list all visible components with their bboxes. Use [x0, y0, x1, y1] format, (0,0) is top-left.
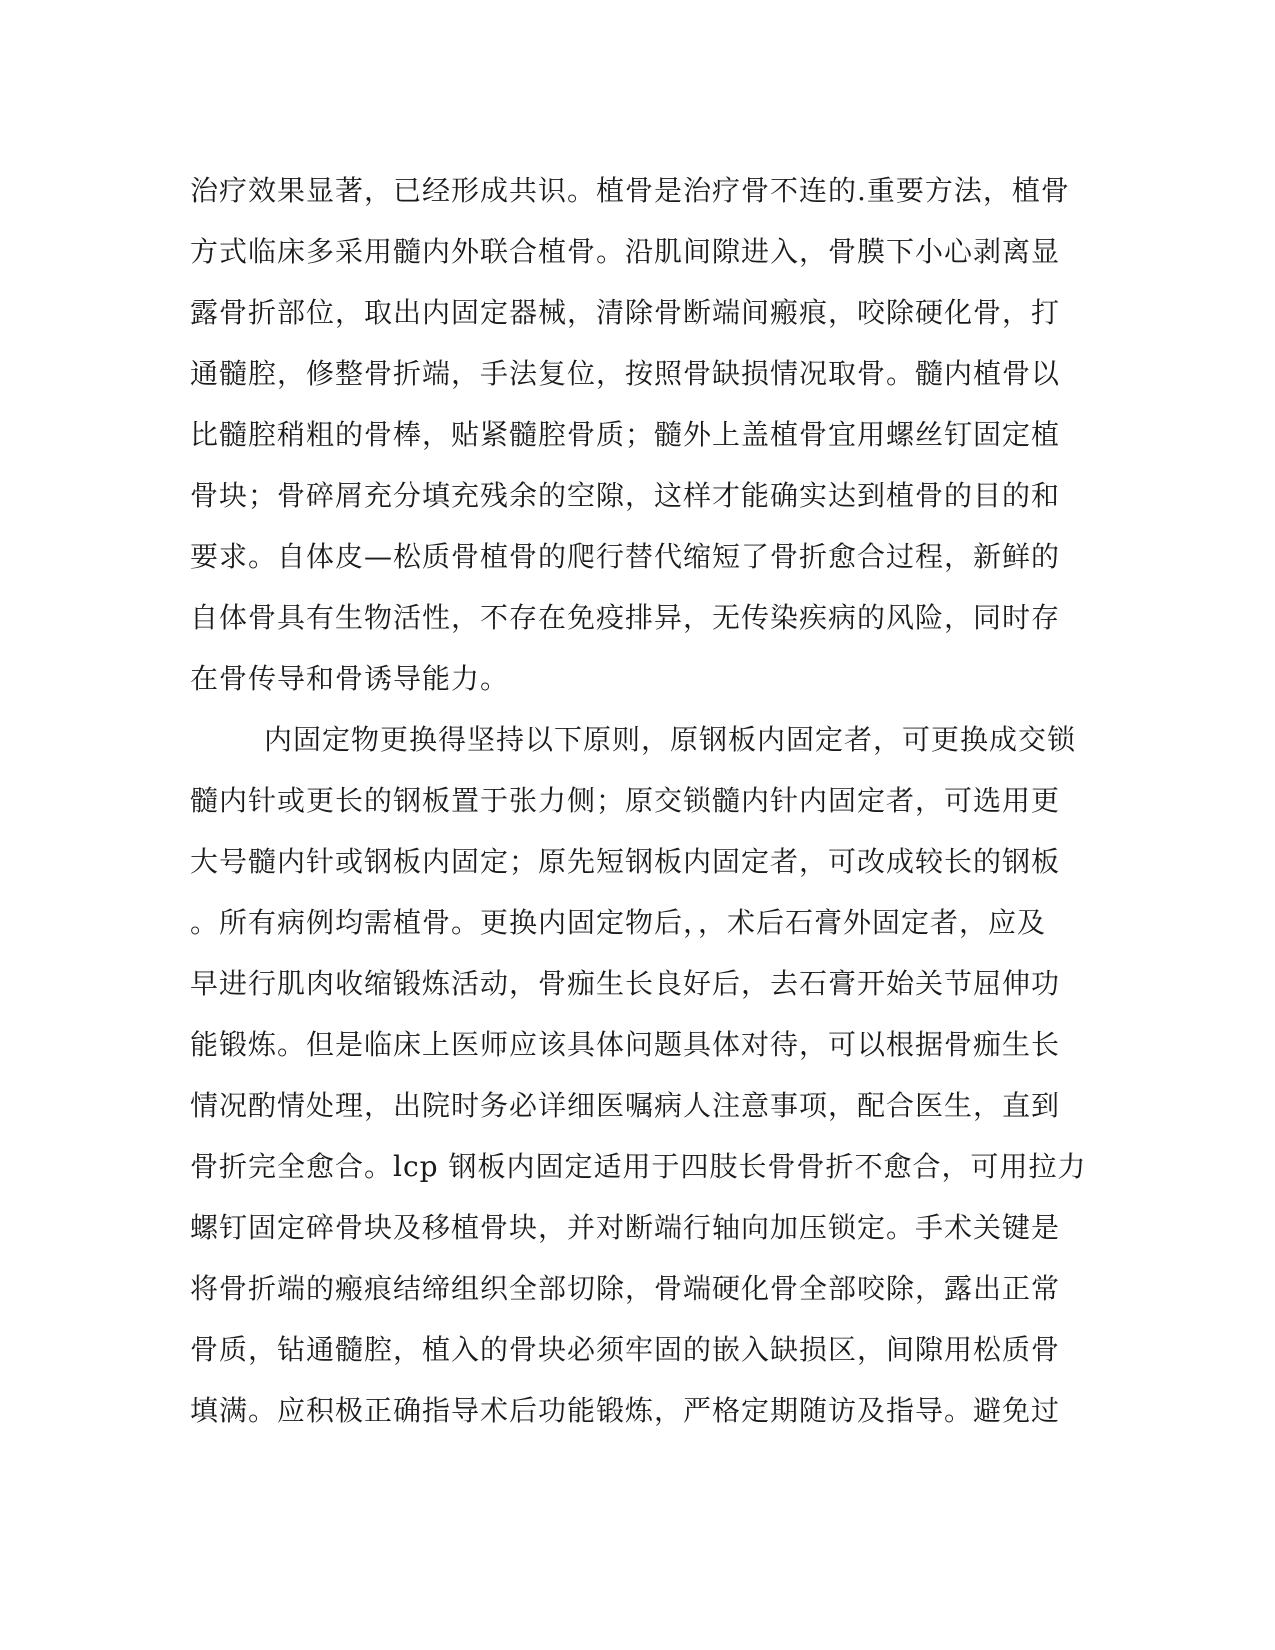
paragraph	[190, 709, 1090, 1441]
text-line: 在骨传导和骨诱导能力。	[190, 662, 510, 695]
text-line: 治疗效果显著，已经形成共识。植骨是治疗骨不连的.重要方法，植骨	[190, 174, 1070, 207]
text-line: 要求。自体皮—松质骨植骨的爬行替代缩短了骨折愈合过程，新鲜的	[190, 540, 1061, 573]
text-line: 情况酌情处理，出院时务必详细医嘱病人注意事项，配合医生，直到	[190, 1089, 1061, 1122]
text-line: 填满。应积极正确指导术后功能锻炼，严格定期随访及指导。避免过	[190, 1394, 1061, 1427]
text-line: 螺钉固定碎骨块及移植骨块，并对断端行轴向加压锁定。手术关键是	[190, 1211, 1061, 1244]
text-line: 大号髓内针或钢板内固定；原先短钢板内固定者，可改成较长的钢板	[190, 845, 1061, 878]
body-text	[190, 160, 1090, 1441]
text-line: 骨折完全愈合。lcp 钢板内固定适用于四肢长骨骨折不愈合，可用拉力	[190, 1150, 1087, 1183]
text-line: 自体骨具有生物活性，不存在免疫排异，无传染疾病的风险，同时存	[190, 601, 1061, 634]
text-line: 骨块；骨碎屑充分填充残余的空隙，这样才能确实达到植骨的目的和	[190, 479, 1061, 512]
text-line: 早进行肌肉收缩锻炼活动，骨痂生长良好后，去石膏开始关节屈伸功	[190, 967, 1061, 1000]
paragraph	[190, 160, 1090, 709]
text-line: 方式临床多采用髓内外联合植骨。沿肌间隙进入，骨膜下小心剥离显	[190, 235, 1061, 268]
text-line: 骨质，钻通髓腔，植入的骨块必须牢固的嵌入缺损区，间隙用松质骨	[190, 1333, 1061, 1366]
text-line: 通髓腔，修整骨折端，手法复位，按照骨缺损情况取骨。髓内植骨以	[190, 357, 1061, 390]
text-line: 比髓腔稍粗的骨棒，贴紧髓腔骨质；髓外上盖植骨宜用螺丝钉固定植	[190, 418, 1061, 451]
text-line: 将骨折端的瘢痕结缔组织全部切除，骨端硬化骨全部咬除，露出正常	[190, 1272, 1061, 1305]
text-line: 髓内针或更长的钢板置于张力侧；原交锁髓内针内固定者，可选用更	[190, 784, 1061, 817]
text-line: 能锻炼。但是临床上医师应该具体问题具体对待，可以根据骨痂生长	[190, 1028, 1061, 1061]
text-line: 。所有病例均需植骨。更换内固定物后，，术后石膏外固定者，应及	[190, 906, 1047, 939]
text-line: 露骨折部位，取出内固定器械，清除骨断端间瘢痕，咬除硬化骨，打	[190, 296, 1061, 329]
text-line: 内固定物更换得坚持以下原则，原钢板内固定者，可更换成交锁	[264, 723, 1077, 756]
